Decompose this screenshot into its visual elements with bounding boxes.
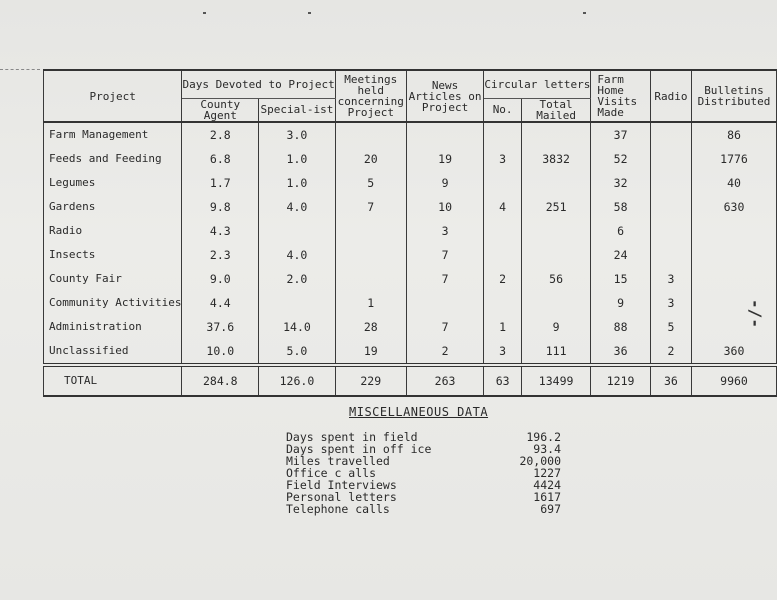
cell-meetings: 7: [335, 195, 406, 219]
cell-meetings: [335, 243, 406, 267]
total-meetings: 229: [335, 365, 406, 396]
cell-specialist: 1.0: [259, 147, 336, 171]
cell-circular-no: 2: [484, 267, 522, 291]
cell-farm-home: 9: [591, 291, 651, 315]
cell-news: [406, 122, 484, 147]
table-row: [44, 195, 777, 219]
cell-circular-no: 4: [484, 195, 522, 219]
cell-radio: [650, 147, 691, 171]
header-meetings: Meetings held concerning Project: [335, 70, 406, 122]
row-project-name: Radio: [44, 219, 182, 243]
cell-circular-no: [484, 171, 522, 195]
cell-circular-total: 251: [521, 195, 590, 219]
cell-bulletins: [691, 267, 776, 291]
cell-county-agent: 4.3: [182, 219, 259, 243]
speck-mark: [308, 12, 311, 14]
misc-value: 20,000: [519, 454, 561, 468]
misc-label: Field Interviews: [286, 478, 397, 492]
cell-circular-no: [484, 122, 522, 147]
cell-specialist: 3.0: [259, 122, 336, 147]
cell-farm-home: 24: [591, 243, 651, 267]
cell-county-agent: 2.8: [182, 122, 259, 147]
cell-county-agent: 1.7: [182, 171, 259, 195]
cell-bulletins: 1776: [691, 147, 776, 171]
header-specialist: Special-ist: [259, 98, 336, 122]
cell-bulletins: [691, 243, 776, 267]
cell-circular-no: 1: [484, 315, 522, 339]
cell-bulletins: 630: [691, 195, 776, 219]
total-specialist: 126.0: [259, 365, 336, 396]
cell-circular-no: [484, 219, 522, 243]
cell-farm-home: 15: [591, 267, 651, 291]
cell-circular-no: 3: [484, 339, 522, 365]
row-project-name: Feeds and Feeding: [44, 147, 182, 171]
row-project-name: Administration: [44, 315, 182, 339]
table-row: [44, 291, 777, 315]
cell-bulletins: 360: [691, 339, 776, 365]
cell-specialist: 14.0: [259, 315, 336, 339]
cell-meetings: 5: [335, 171, 406, 195]
misc-label: Office c alls: [286, 466, 377, 480]
cell-meetings: 20: [335, 147, 406, 171]
table-row: [44, 171, 777, 195]
cell-radio: [650, 243, 691, 267]
misc-label: Days spent in off ice: [286, 442, 432, 456]
table-row: [44, 267, 777, 291]
cell-meetings: 1: [335, 291, 406, 315]
cell-farm-home: 37: [591, 122, 651, 147]
misc-value: 4424: [533, 478, 561, 492]
speck-mark: [583, 12, 586, 14]
misc-value: 1227: [533, 466, 561, 480]
total-circular-no: 63: [484, 365, 522, 396]
cell-news: 10: [406, 195, 484, 219]
cell-news: 2: [406, 339, 484, 365]
cell-circular-total: [521, 243, 590, 267]
cell-news: 3: [406, 219, 484, 243]
cell-news: 9: [406, 171, 484, 195]
cell-farm-home: 36: [591, 339, 651, 365]
cell-meetings: 19: [335, 339, 406, 365]
header-radio: Radio: [650, 70, 691, 122]
misc-value: 697: [540, 502, 561, 516]
cell-radio: [650, 171, 691, 195]
total-farm-home: 1219: [591, 365, 651, 396]
total-circular-total: 13499: [521, 365, 590, 396]
cell-radio: 3: [650, 267, 691, 291]
table-row: [44, 339, 777, 365]
total-county-agent: 284.8: [182, 365, 259, 396]
cell-circular-no: [484, 291, 522, 315]
cell-circular-total: [521, 291, 590, 315]
row-project-name: Farm Management: [44, 122, 182, 147]
cell-news: 7: [406, 267, 484, 291]
cell-specialist: 4.0: [259, 195, 336, 219]
misc-label: Telephone calls: [286, 502, 390, 516]
cell-farm-home: 58: [591, 195, 651, 219]
cell-specialist: 5.0: [259, 339, 336, 365]
cell-news: 7: [406, 315, 484, 339]
list-item: [286, 503, 561, 515]
cell-meetings: 28: [335, 315, 406, 339]
misc-label: Personal letters: [286, 490, 397, 504]
header-bulletins: Bulletins Distributed: [691, 70, 776, 122]
row-project-name: Community Activities: [44, 291, 182, 315]
total-radio: 36: [650, 365, 691, 396]
cell-county-agent: 9.8: [182, 195, 259, 219]
misc-data-title: MISCELLANEOUS DATA: [349, 405, 489, 419]
cell-circular-total: 9: [521, 315, 590, 339]
cell-farm-home: 52: [591, 147, 651, 171]
margin-mark: -/-: [745, 299, 765, 328]
cell-radio: 2: [650, 339, 691, 365]
project-report-table: [43, 69, 777, 397]
header-project: Project: [44, 70, 182, 122]
cell-circular-no: 3: [484, 147, 522, 171]
cell-bulletins: 86: [691, 122, 776, 147]
cell-county-agent: 10.0: [182, 339, 259, 365]
cell-specialist: 1.0: [259, 171, 336, 195]
table-row: [44, 219, 777, 243]
total-row: [44, 365, 777, 396]
table-row: [44, 315, 777, 339]
cell-circular-total: 56: [521, 267, 590, 291]
cell-radio: 5: [650, 315, 691, 339]
cell-bulletins: 40: [691, 171, 776, 195]
cell-farm-home: 6: [591, 219, 651, 243]
cell-radio: [650, 219, 691, 243]
cell-meetings: [335, 219, 406, 243]
misc-label: Days spent in field: [286, 430, 418, 444]
cell-specialist: 2.0: [259, 267, 336, 291]
cell-county-agent: 9.0: [182, 267, 259, 291]
header-news-articles: News Articles on Project: [406, 70, 484, 122]
cell-farm-home: 32: [591, 171, 651, 195]
cell-specialist: [259, 219, 336, 243]
table-row: [44, 243, 777, 267]
cell-radio: [650, 122, 691, 147]
table-row: [44, 122, 777, 147]
header-days-devoted: Days Devoted to Project: [182, 70, 335, 98]
row-project-name: County Fair: [44, 267, 182, 291]
cell-county-agent: 6.8: [182, 147, 259, 171]
misc-value: 196.2: [526, 430, 561, 444]
cell-county-agent: 2.3: [182, 243, 259, 267]
misc-value: 1617: [533, 490, 561, 504]
total-bulletins: 9960: [691, 365, 776, 396]
row-project-name: Legumes: [44, 171, 182, 195]
edge-dash-line: [0, 69, 40, 70]
cell-bulletins: [691, 219, 776, 243]
cell-circular-total: [521, 171, 590, 195]
cell-radio: [650, 195, 691, 219]
misc-data-list: [286, 431, 561, 515]
header-circular-total: Total Mailed: [521, 98, 590, 122]
table-row: [44, 147, 777, 171]
misc-label: Miles travelled: [286, 454, 390, 468]
cell-circular-no: [484, 243, 522, 267]
cell-circular-total: [521, 219, 590, 243]
header-circular-letters: Circular letters: [484, 70, 591, 98]
cell-news: 7: [406, 243, 484, 267]
header-farm-home-visits: Farm Home Visits Made: [591, 70, 651, 122]
cell-radio: 3: [650, 291, 691, 315]
cell-news: [406, 291, 484, 315]
speck-mark: [203, 12, 206, 14]
row-project-name: Insects: [44, 243, 182, 267]
row-project-name: Unclassified: [44, 339, 182, 365]
header-circular-no: No.: [484, 98, 522, 122]
cell-farm-home: 88: [591, 315, 651, 339]
cell-meetings: [335, 267, 406, 291]
cell-meetings: [335, 122, 406, 147]
total-news: 263: [406, 365, 484, 396]
cell-county-agent: 4.4: [182, 291, 259, 315]
cell-circular-total: [521, 122, 590, 147]
misc-value: 93.4: [533, 442, 561, 456]
row-project-name: Gardens: [44, 195, 182, 219]
cell-specialist: [259, 291, 336, 315]
cell-county-agent: 37.6: [182, 315, 259, 339]
total-label: TOTAL: [44, 365, 182, 396]
cell-specialist: 4.0: [259, 243, 336, 267]
cell-circular-total: 3832: [521, 147, 590, 171]
header-county-agent: County Agent: [182, 98, 259, 122]
cell-circular-total: 111: [521, 339, 590, 365]
cell-news: 19: [406, 147, 484, 171]
